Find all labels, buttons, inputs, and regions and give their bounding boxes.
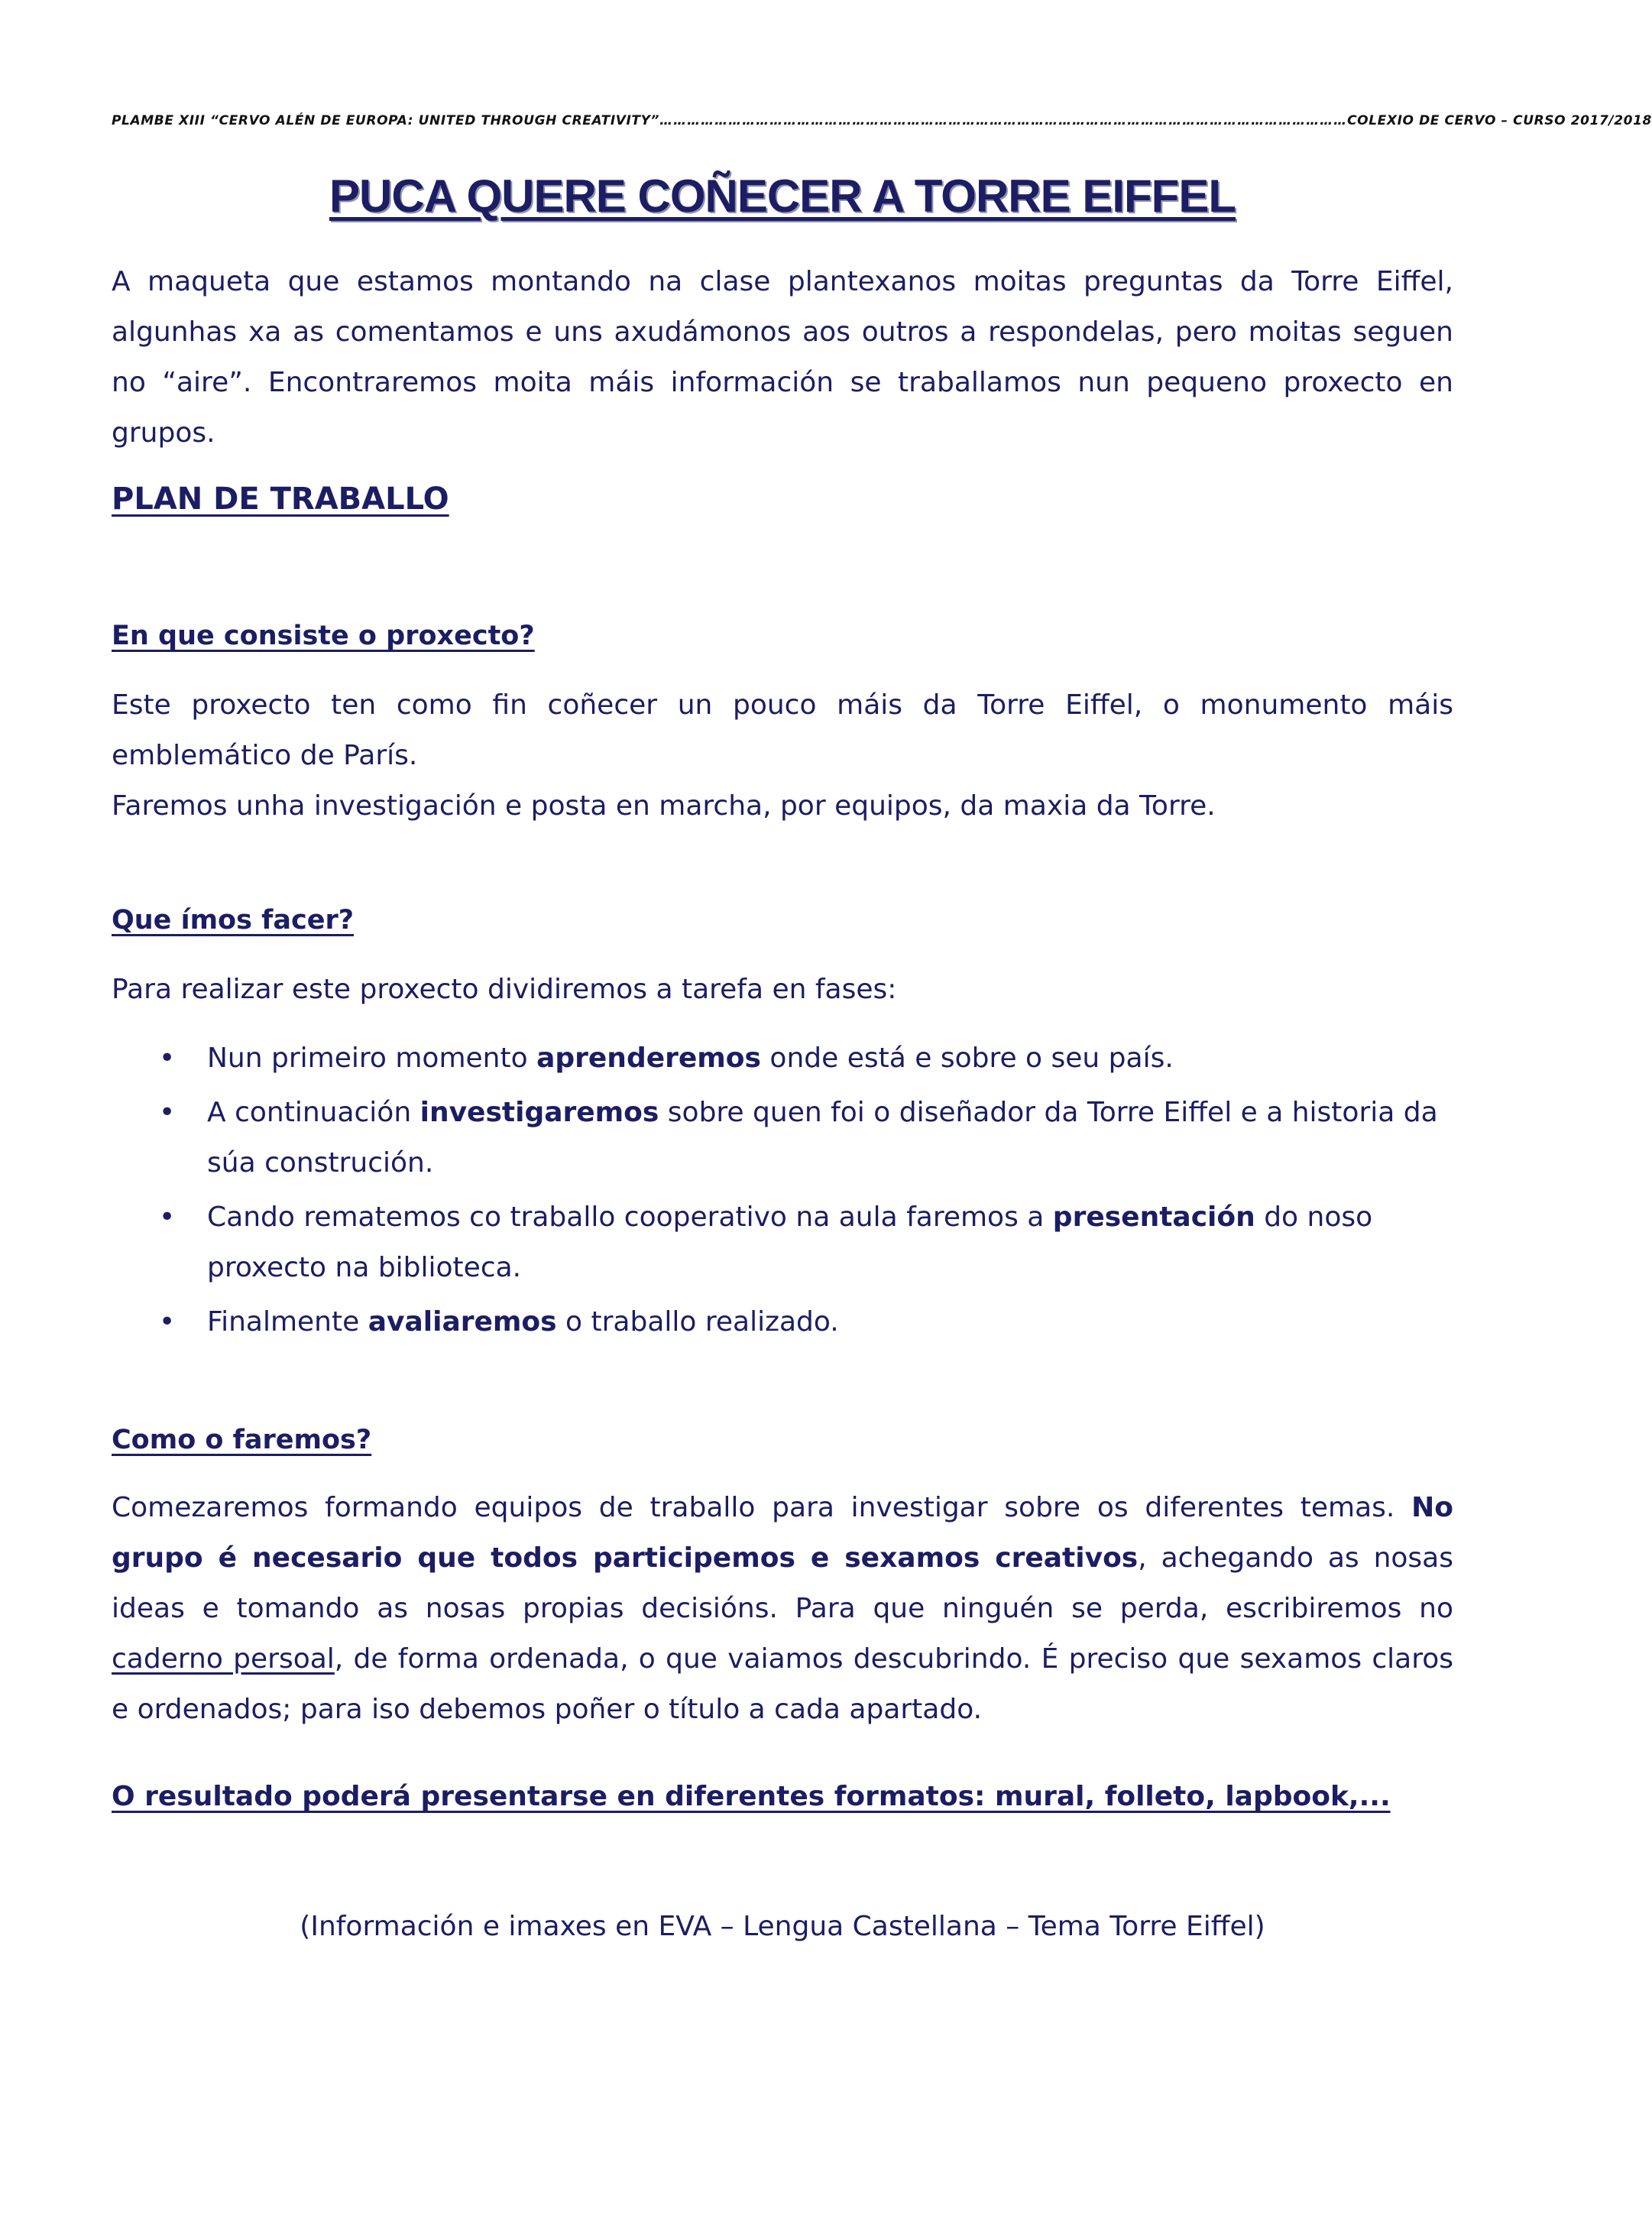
section3-heading: Como o faremos? [112, 1425, 372, 1455]
section1-heading: En que consiste o proxecto? [112, 621, 535, 651]
section1-line1: Este proxecto ten como fin coñecer un pouco máis da Torre Eiffel, o monumento máis emblemático de París. [112, 689, 1453, 771]
section2-heading: Que ímos facer? [112, 905, 355, 936]
phases-list [112, 1033, 1453, 1351]
list-item [112, 1297, 1453, 1347]
paragraph-bold: No grupo é necesario que todos participemos e sexamos creativos [112, 1492, 1453, 1574]
footer-note: (Información e imaxes en EVA – Lengua Castellana – Tema Torre Eiffel) [300, 1911, 1265, 1942]
paragraph-text: Comezaremos formando equipos de traballo para investigar sobre os diferentes temas. [112, 1492, 1412, 1523]
list-item [112, 1033, 1453, 1084]
section2-intro: Para realizar este proxecto dividiremos a tarefa en fases: [112, 974, 897, 1005]
document-title: PUCA QUERE COÑECER A TORRE EIFFEL [329, 170, 1236, 222]
item-text: sobre quen foi o diseñador da Torre Eiffel e a historia da súa construción. [207, 1097, 1438, 1179]
bullet-icon: • [159, 1202, 176, 1233]
caderno-persoal-text: caderno persoal [112, 1643, 335, 1675]
section3-paragraph [112, 1483, 1453, 1735]
item-text: Finalmente [207, 1306, 368, 1338]
item-text: o traballo realizado. [556, 1306, 839, 1338]
header-left: PLAMBE XIII “CERVO ALÉN DE EUROPA: UNITED THROUGH CREATIVITY” [112, 113, 660, 128]
plan-title: PLAN DE TRABALLO [112, 482, 449, 517]
paragraph-text: , de forma ordenada, o que vaiamos descubrindo. É preciso que sexamos claros e ordenados; para iso debemos poñer o título a cada apartado. [112, 1643, 1454, 1725]
page-header [112, 113, 1652, 128]
item-text: onde está e sobre o seu país. [760, 1043, 1174, 1074]
item-bold: presentación [1052, 1202, 1255, 1233]
section1-line2: Faremos unha investigación e posta en marcha, por equipos, da maxia da Torre. [112, 790, 1216, 822]
header-dots: …………………………………………………………………………………………………………………………………… [659, 113, 1348, 128]
paragraph-text: , achegando as nosas ideas e tomando as nosas propias decisións. Para que ninguén se perda, escribiremos no [112, 1542, 1453, 1624]
item-text: Nun primeiro momento [207, 1043, 537, 1074]
list-item [112, 1192, 1453, 1293]
item-text: A continuación [207, 1097, 420, 1128]
item-bold: avaliaremos [368, 1306, 557, 1338]
item-text: Cando rematemos co traballo cooperativo na aula faremos a [207, 1202, 1053, 1233]
bullet-icon: • [159, 1097, 176, 1128]
result-line: O resultado poderá presentarse en diferentes formatos: mural, folleto, lapbook,... [112, 1781, 1391, 1812]
intro-paragraph: A maqueta que estamos montando na clase plantexanos moitas preguntas da Torre Eiffel, algunhas xa as comentamos e uns axudámonos aos outros a respondelas, pero moitas seguen no “aire”. Encontraremos moita máis información se traballamos nun pequeno proxecto en grupos. [112, 266, 1453, 449]
bullet-icon: • [159, 1306, 176, 1338]
item-bold: investigaremos [419, 1097, 659, 1128]
item-text: do noso proxecto na biblioteca. [207, 1202, 1373, 1283]
list-item [112, 1088, 1453, 1189]
item-bold: aprenderemos [536, 1043, 761, 1074]
header-right: COLEXIO DE CERVO – CURSO 2017/2018 [1347, 113, 1652, 128]
bullet-icon: • [159, 1043, 176, 1074]
